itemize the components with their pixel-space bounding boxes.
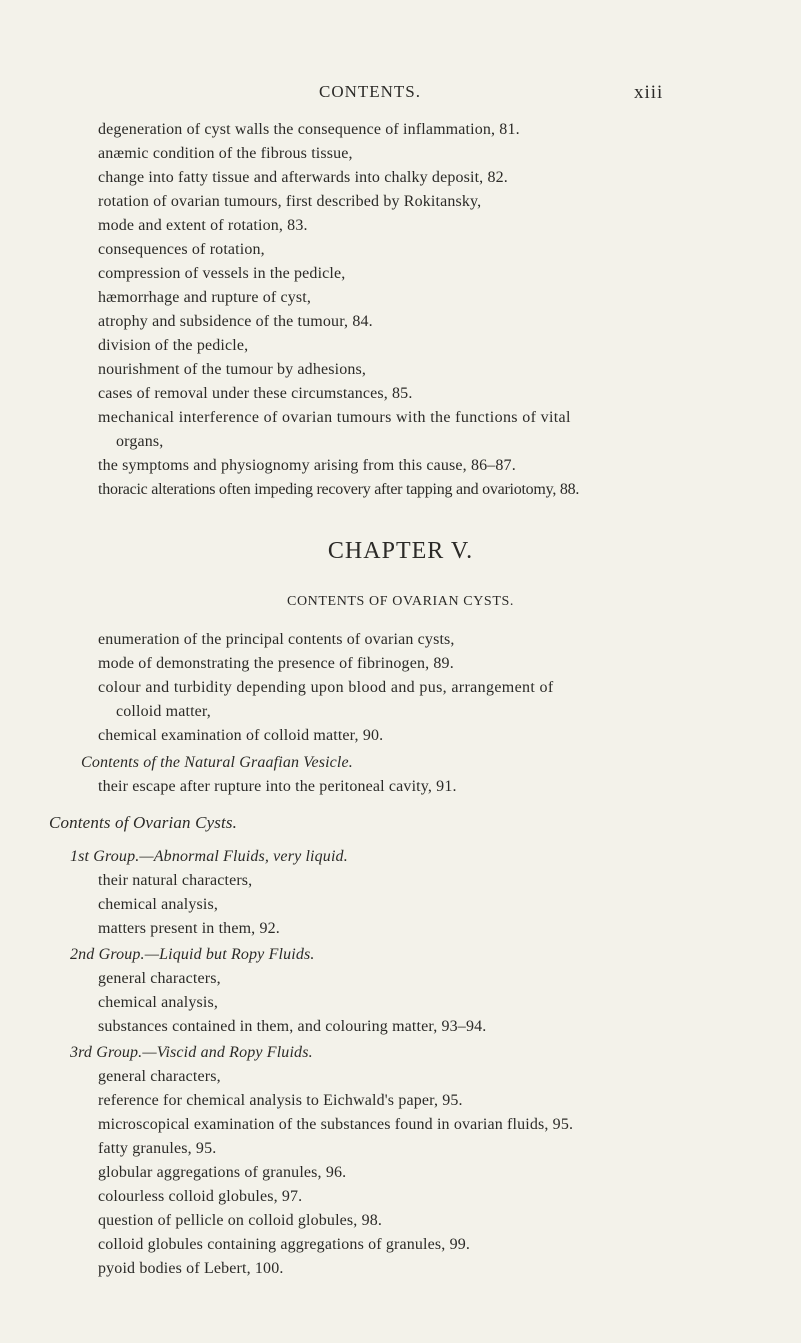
contents-line: general characters,	[98, 1068, 221, 1085]
contents-line: consequences of rotation,	[98, 241, 265, 258]
running-head	[0, 82, 801, 110]
group-title: Group.—Viscid and Ropy Fluids.	[96, 1044, 313, 1061]
contents-line: general characters,	[98, 970, 221, 987]
contents-line: pyoid bodies of Lebert, 100.	[98, 1260, 284, 1277]
contents-line: the symptoms and physiognomy arising from this cause, 86–87.	[98, 457, 516, 474]
contents-line: colourless colloid globules, 97.	[98, 1188, 303, 1205]
contents-line: matters present in them, 92.	[98, 920, 280, 937]
group-title: Group.—Liquid but Ropy Fluids.	[98, 946, 315, 963]
contents-line: mode and extent of rotation, 83.	[98, 217, 308, 234]
contents-line: their escape after rupture into the peritoneal cavity, 91.	[98, 778, 457, 795]
contents-line: fatty granules, 95.	[98, 1140, 217, 1157]
contents-line: chemical analysis,	[98, 896, 218, 913]
contents-line: rotation of ovarian tumours, first described by Rokitansky,	[98, 193, 482, 210]
subheading-contents-of-ovarian-cysts: Contents of Ovarian Cysts.	[49, 813, 238, 832]
contents-line: reference for chemical analysis to Eichwald's paper, 95.	[98, 1092, 463, 1109]
group-ordinal: 2nd	[70, 946, 95, 963]
contents-line: question of pellicle on colloid globules, 98.	[98, 1212, 383, 1229]
contents-line: organs,	[116, 433, 164, 450]
contents-line: colloid matter,	[116, 703, 211, 720]
group-heading-1	[70, 846, 348, 868]
contents-line: compression of vessels in the pedicle,	[98, 265, 346, 282]
contents-line: degeneration of cyst walls the consequence of inflammation, 81.	[98, 121, 520, 138]
contents-line: mechanical interference of ovarian tumours with the functions of vital	[98, 409, 571, 426]
contents-line: colloid globules containing aggregations of granules, 99.	[98, 1236, 471, 1253]
group-title: Group.—Abnormal Fluids, very liquid.	[93, 848, 348, 865]
contents-line: mode of demonstrating the presence of fibrinogen, 89.	[98, 655, 454, 672]
group-heading-2	[70, 944, 315, 966]
page-number: xiii	[634, 82, 664, 103]
contents-line: thoracic alterations often impeding recovery after tapping and ovariotomy, 88.	[98, 481, 580, 498]
contents-line: chemical examination of colloid matter, 90.	[98, 727, 384, 744]
contents-line: chemical analysis,	[98, 994, 218, 1011]
contents-line: nourishment of the tumour by adhesions,	[98, 361, 367, 378]
contents-line: division of the pedicle,	[98, 337, 249, 354]
chapter-subtitle: CONTENTS OF OVARIAN CYSTS.	[287, 594, 514, 609]
contents-line: cases of removal under these circumstances, 85.	[98, 385, 413, 402]
contents-line: atrophy and subsidence of the tumour, 84.	[98, 313, 373, 330]
group-ordinal: 1st	[70, 848, 90, 865]
contents-line: globular aggregations of granules, 96.	[98, 1164, 347, 1181]
contents-line: change into fatty tissue and afterwards into chalky deposit, 82.	[98, 169, 508, 186]
contents-line: substances contained in them, and colouring matter, 93–94.	[98, 1018, 487, 1035]
subheading-graafian-vesicle: Contents of the Natural Graafian Vesicle.	[81, 754, 353, 771]
contents-line: microscopical examination of the substances found in ovarian fluids, 95.	[98, 1116, 574, 1133]
group-heading-3	[70, 1042, 313, 1064]
contents-line: anæmic condition of the fibrous tissue,	[98, 145, 353, 162]
group-ordinal: 3rd	[70, 1044, 93, 1061]
contents-line: their natural characters,	[98, 872, 253, 889]
contents-line: enumeration of the principal contents of ovarian cysts,	[98, 631, 455, 648]
contents-line: hæmorrhage and rupture of cyst,	[98, 289, 312, 306]
contents-line: colour and turbidity depending upon blood and pus, arrangement of	[98, 679, 554, 696]
running-title: CONTENTS.	[318, 82, 422, 101]
chapter-heading: CHAPTER V.	[327, 538, 474, 564]
